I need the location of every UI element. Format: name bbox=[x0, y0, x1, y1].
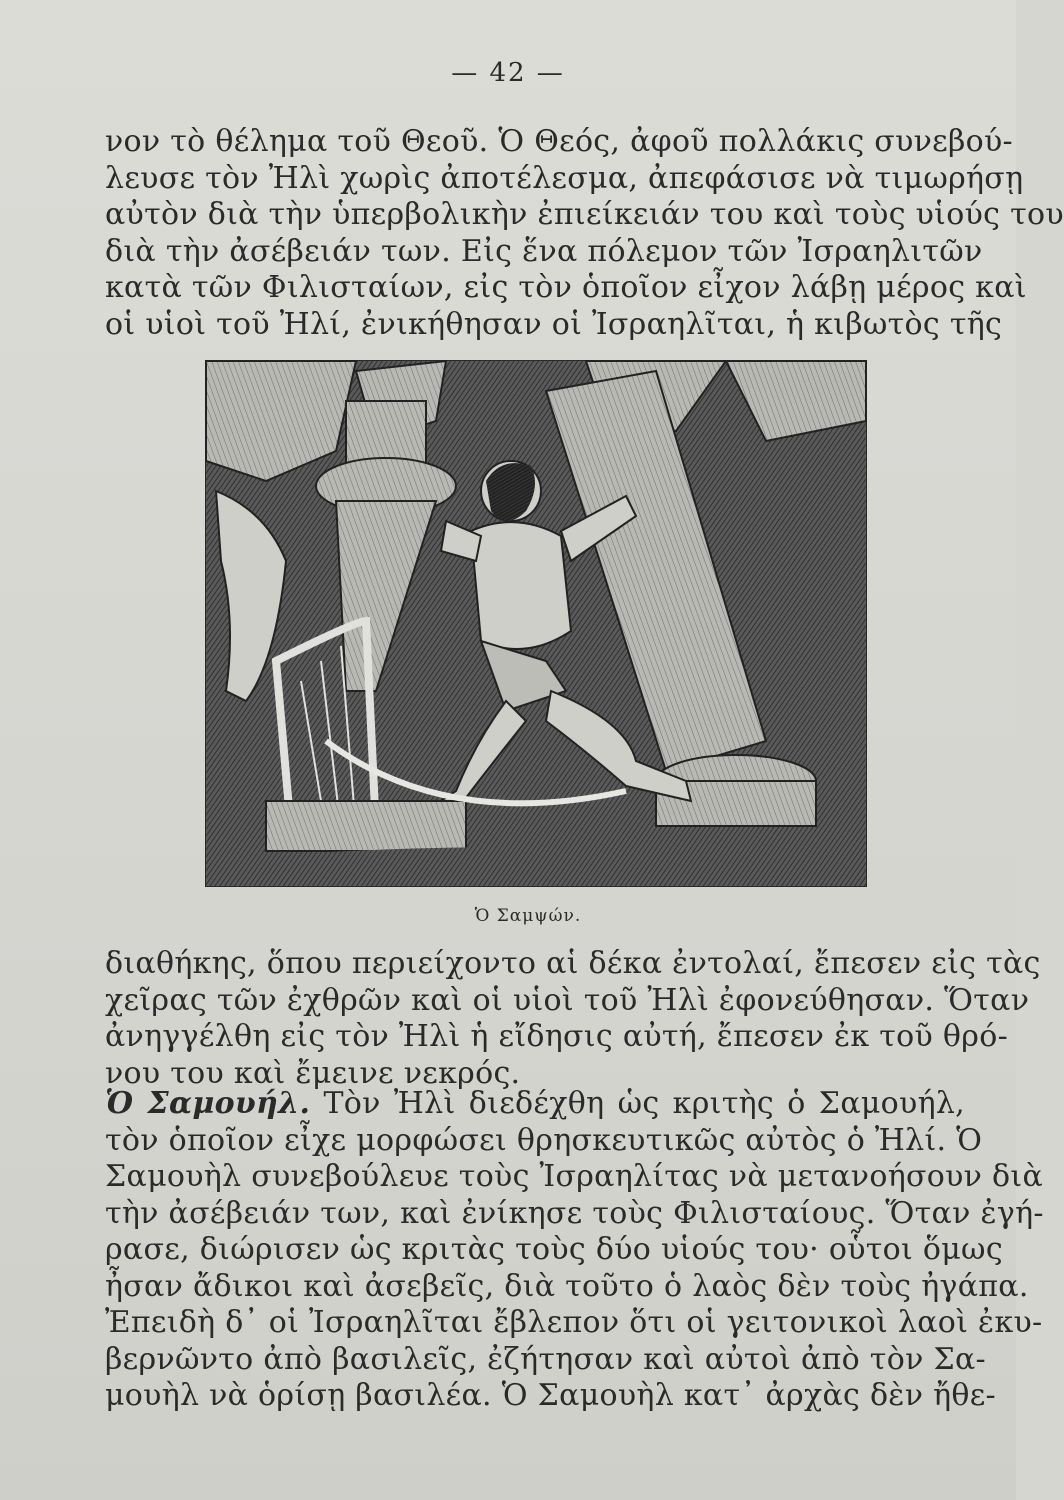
text-line-heading bbox=[105, 1086, 965, 1123]
text-line: μουὴλ νὰ ὁρίσῃ βασιλέα. Ὁ Σαμουὴλ κατ᾿ ἀρχὰς δὲν ἤθε- bbox=[105, 1378, 996, 1413]
text-line: Σαμουὴλ συνεβούλευε τοὺς Ἰσραηλίτας νὰ μετανοήσουν διὰ bbox=[105, 1159, 1044, 1194]
text-line: χεῖρας τῶν ἐχθρῶν καὶ οἱ υἱοὶ τοῦ Ἠλὶ ἐφονεύθησαν. Ὅταν bbox=[105, 982, 1030, 1018]
text-line: αὐτὸν διὰ τὴν ὑπερβολικὴν ἐπιείκειάν του καὶ τοὺς υἱούς του bbox=[105, 197, 1064, 232]
paragraph-middle bbox=[105, 946, 1041, 1092]
text-line: νου του καὶ ἔμεινε νεκρός. bbox=[105, 1055, 521, 1091]
engraving-illustration bbox=[205, 360, 867, 887]
section-heading: Ὁ Σαμουήλ. bbox=[105, 1086, 311, 1121]
page-number: — 42 — bbox=[451, 58, 565, 88]
heading-rest: Τὸν Ἠλὶ διεδέχθη ὡς κριτὴς ὁ Σαμουήλ, bbox=[323, 1086, 965, 1121]
text-line: οἱ υἱοὶ τοῦ Ἠλί, ἐνικήθησαν οἱ Ἰσραηλῖται, ἡ κιβωτὸς τῆς bbox=[105, 306, 1003, 342]
text-line: τὸν ὁποῖον εἶχε μορφώσει θρησκευτικῶς αὐτὸς ὁ Ἠλί. Ὁ bbox=[105, 1122, 983, 1158]
text-line: ἦσαν ἄδικοι καὶ ἀσεβεῖς, διὰ τοῦτο ὁ λαὸς δὲν τοὺς ἠγάπα. bbox=[105, 1268, 1029, 1304]
paragraph-top bbox=[105, 124, 1064, 343]
text-line: διὰ τὴν ἀσέβειάν των. Εἰς ἕνα πόλεμον τῶν Ἰσραηλιτῶν bbox=[105, 233, 983, 269]
text-line: νον τὸ θέλημα τοῦ Θεοῦ. Ὁ Θεός, ἀφοῦ πολλάκις συνεβού- bbox=[105, 124, 1013, 159]
text-line: Ἐπειδὴ δ᾿ οἱ Ἰσραηλῖται ἔβλεπον ὅτι οἱ γειτονικοὶ λαοὶ ἐκυ- bbox=[105, 1305, 1043, 1340]
figure-caption: Ὁ Σαμψών. bbox=[474, 906, 582, 926]
text-line: λευσε τὸν Ἠλὶ χωρὶς ἀποτέλεσμα, ἀπεφάσισε νὰ τιμωρήσῃ bbox=[105, 160, 1024, 196]
text-line: διαθήκης, ὅπου περιείχοντο αἱ δέκα ἐντολαί, ἔπεσεν εἰς τὰς bbox=[105, 946, 1041, 981]
text-line: κατὰ τῶν Φιλισταίων, εἰς τὸν ὁποῖον εἶχον λάβῃ μέρος καὶ bbox=[105, 270, 1027, 305]
paragraph-samuel bbox=[105, 1086, 1044, 1415]
text-line: ἀνηγγέλθη εἰς τὸν Ἠλὶ ἡ εἴδησις αὐτή, ἔπεσεν ἐκ τοῦ θρό- bbox=[105, 1019, 1009, 1054]
text-line: τὴν ἀσέβειάν των, καὶ ἐνίκησε τοὺς Φιλισταίους. Ὅταν ἐγή- bbox=[105, 1195, 1044, 1231]
text-line: ρασε, διώρισεν ὡς κριτὰς τοὺς δύο υἱούς του· οὗτοι ὅμως bbox=[105, 1232, 1003, 1267]
text-line: βερνῶντο ἀπὸ βασιλεῖς, ἐζήτησαν καὶ αὐτοὶ ἀπὸ τὸν Σα- bbox=[105, 1341, 986, 1377]
samson-engraving-image bbox=[206, 361, 866, 886]
